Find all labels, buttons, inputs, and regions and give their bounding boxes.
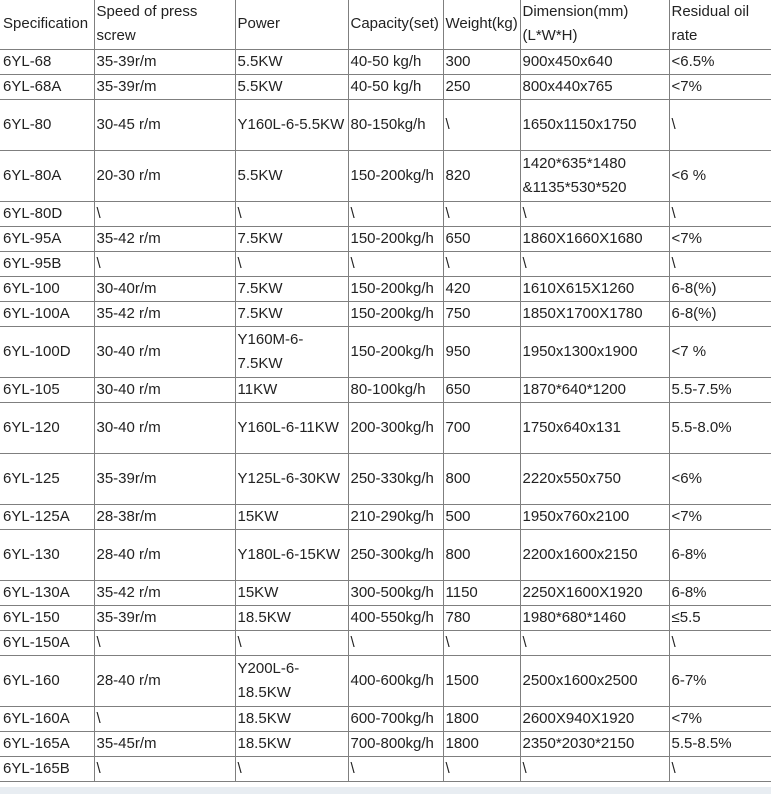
cell-specification: 6YL-80D bbox=[0, 201, 94, 226]
header-cell-dimension: Dimension(mm) (L*W*H) bbox=[520, 0, 669, 49]
cell-residual-oil: 5.5-7.5% bbox=[669, 377, 771, 402]
cell-speed: 35-39r/m bbox=[94, 49, 235, 74]
table-row bbox=[0, 150, 771, 201]
cell-weight: 500 bbox=[443, 504, 520, 529]
cell-dimension: 2350*2030*2150 bbox=[520, 731, 669, 756]
cell-speed: \ bbox=[94, 706, 235, 731]
cell-speed: 20-30 r/m bbox=[94, 150, 235, 201]
cell-residual-oil: \ bbox=[669, 201, 771, 226]
table-row bbox=[0, 99, 771, 150]
cell-power: 18.5KW bbox=[235, 706, 348, 731]
table-row bbox=[0, 251, 771, 276]
cell-dimension: 2500x1600x2500 bbox=[520, 655, 669, 706]
cell-dimension: \ bbox=[520, 630, 669, 655]
cell-power: Y160L-6-11KW bbox=[235, 402, 348, 453]
header-cell-residual-oil: Residual oil rate bbox=[669, 0, 771, 49]
table-row bbox=[0, 276, 771, 301]
cell-specification: 6YL-150A bbox=[0, 630, 94, 655]
cell-weight: 950 bbox=[443, 326, 520, 377]
cell-speed: 35-42 r/m bbox=[94, 226, 235, 251]
cell-speed: 35-42 r/m bbox=[94, 580, 235, 605]
cell-capacity: 250-330kg/h bbox=[348, 453, 443, 504]
table-row bbox=[0, 731, 771, 756]
cell-residual-oil: 6-8(%) bbox=[669, 301, 771, 326]
cell-specification: 6YL-68A bbox=[0, 74, 94, 99]
cell-speed: 28-38r/m bbox=[94, 504, 235, 529]
cell-capacity: 150-200kg/h bbox=[348, 326, 443, 377]
cell-speed: 28-40 r/m bbox=[94, 655, 235, 706]
table-row bbox=[0, 453, 771, 504]
table-row bbox=[0, 706, 771, 731]
cell-speed: 30-40 r/m bbox=[94, 402, 235, 453]
cell-weight: 750 bbox=[443, 301, 520, 326]
cell-dimension: 1750x640x131 bbox=[520, 402, 669, 453]
header-cell-weight: Weight(kg) bbox=[443, 0, 520, 49]
cell-dimension: \ bbox=[520, 201, 669, 226]
table-row bbox=[0, 201, 771, 226]
cell-capacity: 150-200kg/h bbox=[348, 150, 443, 201]
cell-power: Y200L-6-18.5KW bbox=[235, 655, 348, 706]
cell-dimension: 1860X1660X1680 bbox=[520, 226, 669, 251]
cell-residual-oil: <6% bbox=[669, 453, 771, 504]
cell-weight: 300 bbox=[443, 49, 520, 74]
cell-power: 7.5KW bbox=[235, 226, 348, 251]
header-cell-speed: Speed of press screw bbox=[94, 0, 235, 49]
table-row bbox=[0, 377, 771, 402]
cell-power: 5.5KW bbox=[235, 74, 348, 99]
cell-dimension: 1610X615X1260 bbox=[520, 276, 669, 301]
cell-weight: \ bbox=[443, 251, 520, 276]
cell-dimension: 1420*635*1480 &1135*530*520 bbox=[520, 150, 669, 201]
cell-power: Y160L-6-5.5KW bbox=[235, 99, 348, 150]
cell-specification: 6YL-125 bbox=[0, 453, 94, 504]
cell-dimension: 2200x1600x2150 bbox=[520, 529, 669, 580]
cell-speed: \ bbox=[94, 201, 235, 226]
cell-dimension: 2250X1600X1920 bbox=[520, 580, 669, 605]
cell-weight: 650 bbox=[443, 377, 520, 402]
cell-weight: 1150 bbox=[443, 580, 520, 605]
cell-power: Y125L-6-30KW bbox=[235, 453, 348, 504]
cell-power: 7.5KW bbox=[235, 276, 348, 301]
cell-weight: 780 bbox=[443, 605, 520, 630]
cell-specification: 6YL-120 bbox=[0, 402, 94, 453]
cell-weight: 1800 bbox=[443, 706, 520, 731]
header-row bbox=[0, 0, 771, 49]
cell-speed: \ bbox=[94, 630, 235, 655]
cell-power: 7.5KW bbox=[235, 301, 348, 326]
cell-speed: 30-40 r/m bbox=[94, 377, 235, 402]
cell-residual-oil: \ bbox=[669, 756, 771, 781]
header-cell-power: Power bbox=[235, 0, 348, 49]
table-row bbox=[0, 529, 771, 580]
cell-weight: 800 bbox=[443, 453, 520, 504]
table-row bbox=[0, 756, 771, 781]
cell-speed: 30-40 r/m bbox=[94, 326, 235, 377]
cell-power: Y180L-6-15KW bbox=[235, 529, 348, 580]
cell-dimension: 2220x550x750 bbox=[520, 453, 669, 504]
cell-speed: 35-42 r/m bbox=[94, 301, 235, 326]
table-row bbox=[0, 49, 771, 74]
cell-power: 18.5KW bbox=[235, 731, 348, 756]
cell-weight: \ bbox=[443, 756, 520, 781]
table-row bbox=[0, 402, 771, 453]
cell-speed: 30-45 r/m bbox=[94, 99, 235, 150]
cell-specification: 6YL-80 bbox=[0, 99, 94, 150]
cell-weight: 1500 bbox=[443, 655, 520, 706]
cell-capacity: 200-300kg/h bbox=[348, 402, 443, 453]
cell-weight: 250 bbox=[443, 74, 520, 99]
cell-speed: 28-40 r/m bbox=[94, 529, 235, 580]
cell-weight: 420 bbox=[443, 276, 520, 301]
cell-capacity: 400-550kg/h bbox=[348, 605, 443, 630]
cell-weight: 650 bbox=[443, 226, 520, 251]
cell-power: \ bbox=[235, 756, 348, 781]
cell-residual-oil: 6-7% bbox=[669, 655, 771, 706]
cell-weight: \ bbox=[443, 630, 520, 655]
table-row bbox=[0, 326, 771, 377]
cell-dimension: 1850X1700X1780 bbox=[520, 301, 669, 326]
cell-dimension: 900x450x640 bbox=[520, 49, 669, 74]
cell-dimension: 1980*680*1460 bbox=[520, 605, 669, 630]
cell-speed: 30-40r/m bbox=[94, 276, 235, 301]
cell-specification: 6YL-68 bbox=[0, 49, 94, 74]
cell-residual-oil: <6.5% bbox=[669, 49, 771, 74]
cell-speed: 35-39r/m bbox=[94, 74, 235, 99]
table-row bbox=[0, 74, 771, 99]
table-row bbox=[0, 655, 771, 706]
cell-power: 5.5KW bbox=[235, 49, 348, 74]
cell-capacity: 150-200kg/h bbox=[348, 276, 443, 301]
cell-capacity: \ bbox=[348, 630, 443, 655]
cell-capacity: 80-100kg/h bbox=[348, 377, 443, 402]
cell-dimension: 2600X940X1920 bbox=[520, 706, 669, 731]
cell-residual-oil: <7% bbox=[669, 504, 771, 529]
cell-residual-oil: 5.5-8.5% bbox=[669, 731, 771, 756]
cell-specification: 6YL-165B bbox=[0, 756, 94, 781]
cell-power: 15KW bbox=[235, 580, 348, 605]
cell-capacity: 40-50 kg/h bbox=[348, 74, 443, 99]
table-row bbox=[0, 504, 771, 529]
cell-power: 5.5KW bbox=[235, 150, 348, 201]
table-row bbox=[0, 630, 771, 655]
cell-specification: 6YL-160 bbox=[0, 655, 94, 706]
cell-specification: 6YL-100A bbox=[0, 301, 94, 326]
cell-capacity: 210-290kg/h bbox=[348, 504, 443, 529]
cell-residual-oil: ≤5.5 bbox=[669, 605, 771, 630]
cell-weight: 1800 bbox=[443, 731, 520, 756]
cell-residual-oil: <7% bbox=[669, 74, 771, 99]
cell-specification: 6YL-100 bbox=[0, 276, 94, 301]
cell-residual-oil: \ bbox=[669, 251, 771, 276]
cell-weight: 800 bbox=[443, 529, 520, 580]
cell-residual-oil: <6 % bbox=[669, 150, 771, 201]
cell-residual-oil: 5.5-8.0% bbox=[669, 402, 771, 453]
cell-speed: \ bbox=[94, 756, 235, 781]
cell-power: \ bbox=[235, 201, 348, 226]
cell-weight: 700 bbox=[443, 402, 520, 453]
cell-capacity: \ bbox=[348, 251, 443, 276]
cell-power: \ bbox=[235, 251, 348, 276]
cell-power: \ bbox=[235, 630, 348, 655]
cell-dimension: 1950x1300x1900 bbox=[520, 326, 669, 377]
cell-specification: 6YL-130 bbox=[0, 529, 94, 580]
cell-power: Y160M-6-7.5KW bbox=[235, 326, 348, 377]
cell-capacity: 300-500kg/h bbox=[348, 580, 443, 605]
cell-capacity: 40-50 kg/h bbox=[348, 49, 443, 74]
cell-specification: 6YL-125A bbox=[0, 504, 94, 529]
cell-residual-oil: 6-8% bbox=[669, 529, 771, 580]
cell-capacity: 700-800kg/h bbox=[348, 731, 443, 756]
cell-capacity: 150-200kg/h bbox=[348, 226, 443, 251]
cell-dimension: \ bbox=[520, 251, 669, 276]
cell-capacity: \ bbox=[348, 756, 443, 781]
cell-power: 18.5KW bbox=[235, 605, 348, 630]
header-cell-capacity: Capacity(set) bbox=[348, 0, 443, 49]
cell-weight: \ bbox=[443, 99, 520, 150]
cell-residual-oil: 6-8% bbox=[669, 580, 771, 605]
cell-power: 15KW bbox=[235, 504, 348, 529]
table-row bbox=[0, 605, 771, 630]
table-row bbox=[0, 226, 771, 251]
cell-residual-oil: 6-8(%) bbox=[669, 276, 771, 301]
cell-capacity: 80-150kg/h bbox=[348, 99, 443, 150]
cell-specification: 6YL-80A bbox=[0, 150, 94, 201]
cell-speed: 35-39r/m bbox=[94, 453, 235, 504]
cell-residual-oil: <7% bbox=[669, 226, 771, 251]
cell-speed: 35-39r/m bbox=[94, 605, 235, 630]
cell-residual-oil: <7% bbox=[669, 706, 771, 731]
cell-dimension: \ bbox=[520, 756, 669, 781]
table-row bbox=[0, 580, 771, 605]
cell-capacity: 400-600kg/h bbox=[348, 655, 443, 706]
cell-residual-oil: \ bbox=[669, 630, 771, 655]
cell-dimension: 1870*640*1200 bbox=[520, 377, 669, 402]
cell-specification: 6YL-165A bbox=[0, 731, 94, 756]
cell-weight: \ bbox=[443, 201, 520, 226]
cell-capacity: 600-700kg/h bbox=[348, 706, 443, 731]
cell-residual-oil: <7 % bbox=[669, 326, 771, 377]
cell-specification: 6YL-95B bbox=[0, 251, 94, 276]
cell-specification: 6YL-160A bbox=[0, 706, 94, 731]
header-cell-specification: Specification bbox=[0, 0, 94, 49]
cell-weight: 820 bbox=[443, 150, 520, 201]
cell-capacity: 150-200kg/h bbox=[348, 301, 443, 326]
cell-speed: \ bbox=[94, 251, 235, 276]
cell-power: 11KW bbox=[235, 377, 348, 402]
table-row bbox=[0, 301, 771, 326]
cell-specification: 6YL-100D bbox=[0, 326, 94, 377]
cell-specification: 6YL-105 bbox=[0, 377, 94, 402]
page-bottom-band bbox=[0, 787, 771, 794]
cell-dimension: 1950x760x2100 bbox=[520, 504, 669, 529]
cell-specification: 6YL-95A bbox=[0, 226, 94, 251]
cell-capacity: 250-300kg/h bbox=[348, 529, 443, 580]
cell-speed: 35-45r/m bbox=[94, 731, 235, 756]
cell-specification: 6YL-130A bbox=[0, 580, 94, 605]
cell-dimension: 1650x1150x1750 bbox=[520, 99, 669, 150]
cell-specification: 6YL-150 bbox=[0, 605, 94, 630]
cell-capacity: \ bbox=[348, 201, 443, 226]
cell-dimension: 800x440x765 bbox=[520, 74, 669, 99]
cell-residual-oil: \ bbox=[669, 99, 771, 150]
